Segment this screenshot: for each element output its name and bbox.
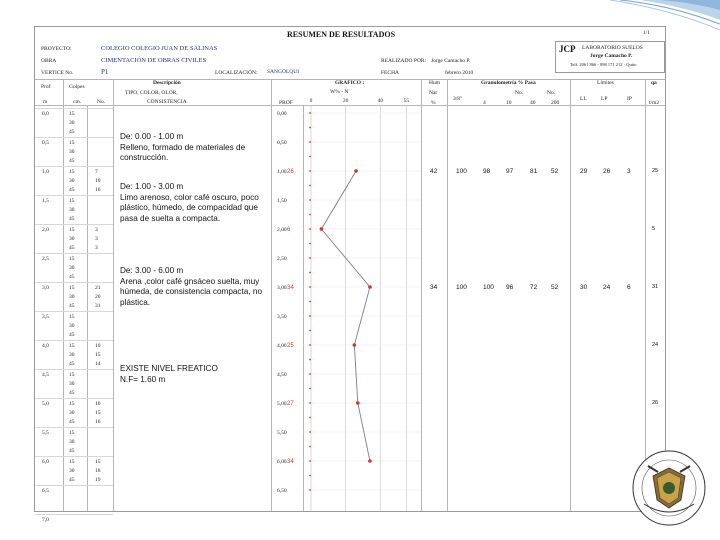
golpes-count: 18 xyxy=(95,468,101,474)
lab-value-g200: 52 xyxy=(551,284,559,291)
sheet-number: 1/1 xyxy=(643,30,651,36)
golpes-cm: 45 xyxy=(69,158,75,164)
depth-label: 4,5 xyxy=(42,372,49,378)
golpes-cm: 45 xyxy=(69,216,75,222)
golpes-count: 16 xyxy=(95,419,101,425)
golpes-cm: 15 xyxy=(69,372,75,378)
golpes-cm: 45 xyxy=(69,303,75,309)
depth-label: 0,5 xyxy=(42,140,49,146)
proyecto-value: COLEGIO COLEGIO JUAN DE SALINAS xyxy=(101,45,218,52)
depth-label: 1,5 xyxy=(42,198,49,204)
golpes-cm: 15 xyxy=(69,430,75,436)
golpes-cm: 30 xyxy=(69,265,75,271)
golpes-cm: 15 xyxy=(69,227,75,233)
axis-dot xyxy=(309,272,311,274)
obra-value: CIMENTACIÓN DE OBRAS CIVILES xyxy=(101,57,207,64)
golpes-count: 16 xyxy=(95,187,101,193)
lab-value-ip: 3 xyxy=(627,168,631,175)
golpes-count: 3 xyxy=(95,236,98,242)
realizado-label: REALIZADO POR: xyxy=(381,58,427,64)
lab-value-ip: 6 xyxy=(627,284,631,291)
golpes-cm: 15 xyxy=(69,459,75,465)
col-pct: % xyxy=(431,100,436,106)
golpes-cm: 15 xyxy=(69,111,75,117)
depth-label: 7,0 xyxy=(42,517,49,523)
col-lp: LP xyxy=(601,96,608,102)
graph-depth-label: 2,50 xyxy=(277,256,287,262)
lab-value-hum: 34 xyxy=(430,284,438,291)
graph-depth-label: 4,00 xyxy=(277,343,287,349)
lab-value-ll: 30 xyxy=(580,284,588,291)
col-golpes: Golpes xyxy=(69,84,85,90)
axis-dot xyxy=(309,402,311,404)
lab-value-qa: 5 xyxy=(652,226,656,232)
golpes-cm: 30 xyxy=(69,439,75,445)
golpes-count: 7 xyxy=(95,169,98,175)
university-seal xyxy=(630,448,708,528)
col-tamiz-no-2: No. xyxy=(547,90,556,96)
vertice-label: VERTICE No. xyxy=(41,70,74,76)
lab-logo-box xyxy=(555,41,665,73)
moisture-spt-chart xyxy=(287,87,421,511)
axis-dot xyxy=(309,170,311,172)
golpes-count: 21 xyxy=(95,285,101,291)
localizacion-label: LOCALIZACIÓN: xyxy=(215,70,258,76)
data-point xyxy=(320,227,324,231)
sieve-10: 10 xyxy=(506,100,512,106)
axis-dot xyxy=(309,156,311,158)
golpes-cm: 30 xyxy=(69,149,75,155)
golpes-cm: 45 xyxy=(69,245,75,251)
sieve-200: 200 xyxy=(551,100,560,106)
golpes-cm: 45 xyxy=(69,390,75,396)
graph-depth-label: 3,50 xyxy=(277,314,287,320)
data-point xyxy=(353,343,357,347)
description-text-1: De: 0.00 - 1.00 m Relleno, formado de materiales de construcción. xyxy=(120,132,246,163)
x-tick-label: 55 xyxy=(403,98,410,104)
depth-label: 6,5 xyxy=(42,488,49,494)
lab-value-ll: 29 xyxy=(580,168,588,175)
golpes-cm: 30 xyxy=(69,207,75,213)
graph-depth-label: 4,50 xyxy=(277,372,287,378)
golpes-cm: 15 xyxy=(69,256,75,262)
golpes-cm: 45 xyxy=(69,419,75,425)
col-consistencia: CONSISTENCIA xyxy=(147,99,187,105)
depth-label: 5,5 xyxy=(42,430,49,436)
axis-dot xyxy=(309,330,311,332)
col-m: m xyxy=(43,99,48,105)
x-tick-label: 20 xyxy=(342,98,349,104)
depth-label: 1,0 xyxy=(42,169,49,175)
axis-dot xyxy=(309,257,311,259)
golpes-cm: 15 xyxy=(69,343,75,349)
golpes-cm: 15 xyxy=(69,169,75,175)
description-text-3: De: 3.00 - 6.00 m Arena ,color café gnsáceo suelta, muy húmeda, de consistencia compacta, no plástica. xyxy=(120,266,263,307)
depth-label: 5,0 xyxy=(42,401,49,407)
lab-value-lp: 24 xyxy=(603,284,611,291)
golpes-cm: 15 xyxy=(69,314,75,320)
golpes-cm: 45 xyxy=(69,448,75,454)
golpes-cm: 30 xyxy=(69,323,75,329)
depth-label: 3,5 xyxy=(42,314,49,320)
lab-value-qa: 24 xyxy=(652,342,659,348)
vertice-value: P1 xyxy=(101,68,109,76)
axis-dot xyxy=(309,489,311,491)
axis-dot xyxy=(309,417,311,419)
lab-phone: Telf. 2061 866 - 098 171 212 · Quito xyxy=(570,62,637,67)
depth-label: 2,0 xyxy=(42,227,49,233)
graph-depth-label: 3,00 xyxy=(277,285,287,291)
graph-depth-label: 2,00 xyxy=(277,227,287,233)
golpes-cm: 45 xyxy=(69,187,75,193)
lab-value-hum: 42 xyxy=(430,168,438,175)
golpes-cm: 30 xyxy=(69,294,75,300)
axis-dot xyxy=(309,344,311,346)
data-label: 27 xyxy=(287,401,294,407)
data-point xyxy=(354,169,358,173)
lab-value-g40: 72 xyxy=(530,284,538,291)
golpes-count: 14 xyxy=(95,361,101,367)
col-prof-axis: PROF xyxy=(279,100,293,106)
col-hum: Hum xyxy=(429,80,440,86)
graph-depth-label: 5,00 xyxy=(277,401,287,407)
water-table-text: EXISTE NIVEL FREATICO N.F= 1.60 m xyxy=(120,364,218,384)
depth-label: 6,0 xyxy=(42,459,49,465)
lab-value-qa: 31 xyxy=(652,284,659,290)
golpes-count: 10 xyxy=(95,343,101,349)
data-label: 6 xyxy=(287,227,291,233)
lab-value-qa: 25 xyxy=(652,168,659,174)
depth-label: 0,0 xyxy=(42,111,49,117)
golpes-cm: 30 xyxy=(69,236,75,242)
golpes-cm: 45 xyxy=(69,332,75,338)
golpes-count: 3 xyxy=(95,245,98,251)
lab-brand: JCP xyxy=(559,44,576,54)
axis-dot xyxy=(309,373,311,375)
golpes-cm: 45 xyxy=(69,129,75,135)
data-point xyxy=(356,401,360,405)
col-limites: Límites xyxy=(597,80,614,86)
sheet-title: RESUMEN DE RESULTADOS xyxy=(287,30,396,39)
depth-label: 4,0 xyxy=(42,343,49,349)
description-layer-3 xyxy=(120,266,262,308)
axis-dot xyxy=(309,359,311,361)
localizacion-value: SANGOLQUI xyxy=(267,69,300,75)
axis-dot xyxy=(309,301,311,303)
water-table-note xyxy=(120,364,230,385)
fecha-value: febrero 2010 xyxy=(445,70,474,76)
graph-depth-label: 1,00 xyxy=(277,169,287,175)
description-text-2: De: 1.00 - 3.00 m Limo arenoso, color café oscuro, poco plástico, húmedo, de compacidad que pasa de suelta a compacta. xyxy=(120,182,259,223)
data-label: 26 xyxy=(287,169,294,175)
lab-value-g200: 52 xyxy=(551,168,559,175)
graph-depth-label: 0,50 xyxy=(277,140,287,146)
golpes-count: 20 xyxy=(95,294,101,300)
golpes-cm: 30 xyxy=(69,178,75,184)
golpes-cm: 15 xyxy=(69,198,75,204)
golpes-cm: 15 xyxy=(69,285,75,291)
sieve-3-8: 3/8" xyxy=(453,96,463,102)
col-ip: IP xyxy=(627,96,632,102)
lab-value-g4: 100 xyxy=(483,284,494,291)
golpes-cm: 30 xyxy=(69,468,75,474)
golpes-cm: 15 xyxy=(69,140,75,146)
depth-label: 3,0 xyxy=(42,285,49,291)
axis-dot xyxy=(309,214,311,216)
data-label: 34 xyxy=(287,459,294,465)
lab-value-qa: 26 xyxy=(652,400,659,406)
axis-dot xyxy=(309,446,311,448)
golpes-cm: 15 xyxy=(69,401,75,407)
graph-depth-label: 1,50 xyxy=(277,198,287,204)
axis-dot xyxy=(309,388,311,390)
golpes-cm: 30 xyxy=(69,120,75,126)
col-tamiz-no: No. xyxy=(515,90,524,96)
golpes-count: 15 xyxy=(95,352,101,358)
axis-dot xyxy=(309,199,311,201)
graph-depth-label: 0,00 xyxy=(277,111,287,117)
graph-depth-label: 6,00 xyxy=(277,459,287,465)
axis-dot xyxy=(309,185,311,187)
lab-value-g4: 98 xyxy=(483,168,491,175)
col-no: No. xyxy=(97,99,106,105)
golpes-count: 19 xyxy=(95,477,101,483)
golpes-cm: 30 xyxy=(69,410,75,416)
axis-dot xyxy=(309,460,311,462)
data-label: 25 xyxy=(287,343,294,349)
data-point xyxy=(368,285,372,289)
golpes-count: 10 xyxy=(95,401,101,407)
golpes-cm: 45 xyxy=(69,361,75,367)
col-nat: Nat xyxy=(429,90,437,96)
col-wn: W% - N xyxy=(330,89,349,95)
col-prof: Prof xyxy=(41,84,51,90)
lab-value-g10: 96 xyxy=(506,284,514,291)
proyecto-label: PROYECTO: xyxy=(41,46,72,52)
obra-label: OBRA xyxy=(41,58,57,64)
axis-dot xyxy=(309,315,311,317)
axis-dot xyxy=(309,228,311,230)
col-descripcion: Descripción xyxy=(153,80,181,86)
lab-name: LABORATORIO SUELOS xyxy=(582,45,643,51)
golpes-count: 10 xyxy=(95,178,101,184)
col-tipo-color: TIPO, COLOR, OLOR, xyxy=(125,90,178,96)
lab-person: Jorge Camacho P. xyxy=(590,53,633,59)
axis-dot xyxy=(309,286,311,288)
col-cm: cm. xyxy=(73,99,82,105)
col-qa: qa xyxy=(651,80,657,86)
axis-dot xyxy=(309,141,311,143)
lab-value-g10: 97 xyxy=(506,168,514,175)
axis-dot xyxy=(309,127,311,129)
axis-dot xyxy=(309,112,311,114)
golpes-count: 31 xyxy=(95,303,101,309)
realizado-value: Jorge Camacho P. xyxy=(431,58,471,64)
x-tick-label: 40 xyxy=(377,98,384,104)
golpes-cm: 30 xyxy=(69,381,75,387)
golpes-count: 15 xyxy=(95,459,101,465)
golpes-count: 3 xyxy=(95,227,98,233)
data-point xyxy=(368,459,372,463)
lab-value-lp: 26 xyxy=(603,168,611,175)
fecha-label: FECHA xyxy=(381,70,400,76)
golpes-cm: 30 xyxy=(69,352,75,358)
lab-value-g40: 81 xyxy=(530,168,538,175)
data-label: 34 xyxy=(287,285,294,291)
x-tick-label: 0 xyxy=(309,98,313,104)
depth-label: 2,5 xyxy=(42,256,49,262)
col-grafico: GRAFICO : xyxy=(335,80,365,86)
axis-dot xyxy=(309,431,311,433)
sieve-4: 4 xyxy=(483,100,486,106)
axis-dot xyxy=(309,475,311,477)
golpes-cm: 45 xyxy=(69,477,75,483)
axis-dot xyxy=(309,243,311,245)
description-layer-2 xyxy=(120,182,262,224)
description-layer-1 xyxy=(120,132,262,164)
col-granulometria: Granulometría % Pasa xyxy=(481,80,536,86)
col-qa-unit: t/m2 xyxy=(649,100,660,106)
golpes-count: 15 xyxy=(95,410,101,416)
graph-depth-label: 5,50 xyxy=(277,430,287,436)
col-ll: LL xyxy=(580,96,587,102)
golpes-cm: 45 xyxy=(69,274,75,280)
lab-value-g3: 100 xyxy=(456,284,467,291)
graph-depth-label: 6,50 xyxy=(277,488,287,494)
lab-value-g3: 100 xyxy=(456,168,467,175)
sieve-40: 40 xyxy=(530,100,536,106)
